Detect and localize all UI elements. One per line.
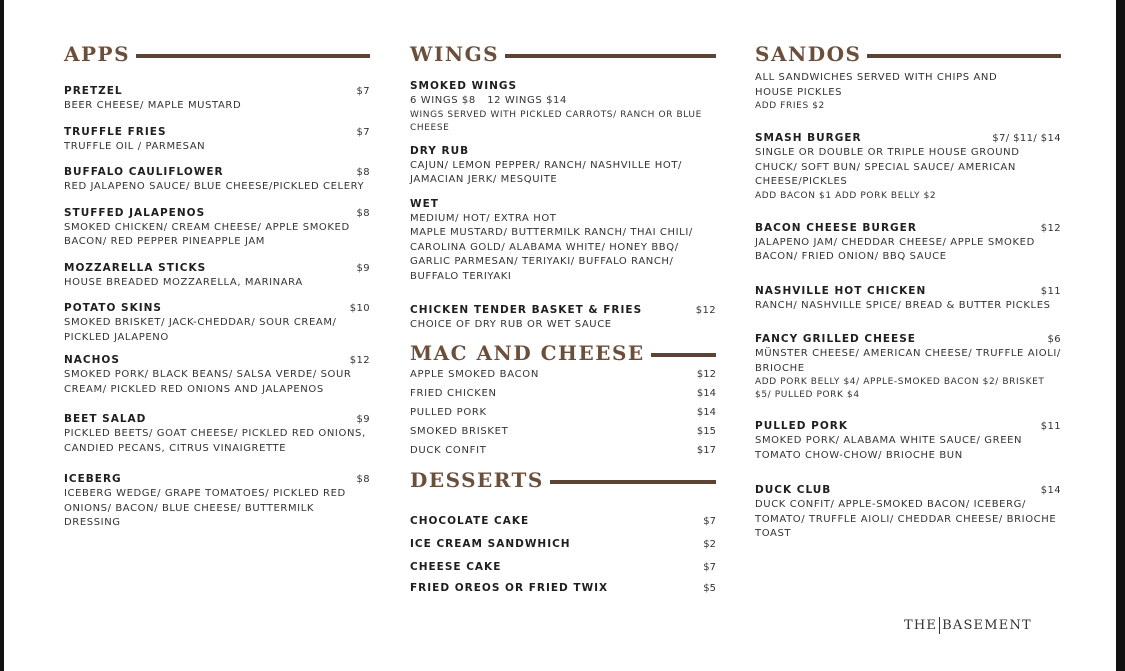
item-price: $11 [1040,421,1061,432]
mac-rule [651,353,716,357]
item-price: $17 [696,444,716,456]
list-item [410,441,716,460]
item-desc: CAJUN/ LEMON PEPPER/ RANCH/ NASHVILLE HOT/ JAMACIAN JERK/ MESQUITE [410,159,682,185]
wet-heat: MEDIUM/ HOT/ EXTRA HOT [410,212,557,224]
list-item [410,422,716,441]
item-price: $14 [1040,485,1061,496]
item-name: DUCK CONFIT [410,444,487,456]
sandos-addon: ADD FRIES $2 [755,101,825,111]
list-item [410,533,716,556]
item-name: TRUFFLE FRIES [64,125,167,138]
list-item [410,510,716,533]
item-name: MOZZARELLA STICKS [64,261,207,274]
item-desc: HOUSE BREADED MOZZARELLA, MARINARA [64,276,303,288]
item-price: $7 [356,126,370,138]
desserts-heading [410,468,716,492]
item-price: $12 [349,355,370,366]
chicken-tender-basket [410,303,716,333]
menu-item [64,301,370,345]
list-item [410,403,716,422]
menu-item [64,165,370,195]
item-name: CHEESE CAKE [410,560,502,573]
sandos-intro: ALL SANDWICHES SERVED WITH CHIPS AND HOUSE PICKLES [755,72,998,98]
item-desc: SMOKED CHICKEN/ CREAM CHEESE/ APPLE SMOKED BACON/ RED PEPPER PINEAPPLE JAM [64,221,350,247]
item-price: $7 [356,86,370,97]
item-price: $14 [696,406,716,418]
sandos-heading [755,42,1061,66]
item-name: WET [410,197,439,210]
item-price: $7 [703,561,716,573]
item-name: FRIED CHICKEN [410,387,497,399]
item-price: $7 [703,515,716,527]
item-name: BUFFALO CAULIFLOWER [64,166,224,178]
menu-item [64,206,370,250]
item-desc: DUCK CONFIT/ APPLE-SMOKED BACON/ ICEBERG/ TOMATO/ TRUFFLE AIOLI/ CHEDDAR CHEESE/ BRIOCHE TOAST [755,499,1057,539]
item-desc: SINGLE OR DOUBLE OR TRIPLE HOUSE GROUND CHUCK/ SOFT BUN/ SPECIAL SAUCE/ AMERICAN CHEESE/PICKLES [755,147,1020,187]
item-desc: TRUFFLE OIL / PARMESAN [64,140,206,152]
item-price: $12 [696,368,716,380]
sandos-column [755,42,1061,542]
item-price: $5 [703,582,716,594]
item-price: $8 [356,474,370,485]
item-price: $11 [1040,285,1061,297]
dry-rub [410,144,716,188]
desserts-list [410,510,716,598]
item-name: CHOCOLATE CAKE [410,514,530,527]
apps-rule [136,54,370,58]
item-desc: PICKLED BEETS/ GOAT CHEESE/ PICKLED RED ONIONS, CANDIED PECANS, CITRUS VINAIGRETTE [64,428,366,454]
item-desc: CHOICE OF DRY RUB OR WET SAUCE [410,319,612,330]
sandos-title: SANDOS [755,42,862,66]
item-name: SMOKED BRISKET [410,425,509,437]
wings-rule [505,54,716,58]
menu-item [755,131,1061,203]
menu-item [755,332,1061,402]
item-name: PRETZEL [64,85,123,97]
item-desc: ICEBERG WEDGE/ GRAPE TOMATOES/ PICKLED RED ONIONS/ BACON/ BLUE CHEESE/ BUTTERMILK DRESSING [64,488,346,528]
item-desc: SMOKED BRISKET/ JACK-CHEDDAR/ SOUR CREAM/ PICKLED JALAPENO [64,317,337,343]
sandos-rule [867,54,1061,58]
wing-note: WINGS SERVED WITH PICKLED CARROTS/ RANCH OR BLUE CHEESE [410,109,702,133]
the-basement-logo [904,617,1032,634]
logo-left-text: THE [904,618,938,633]
item-desc: MAPLE MUSTARD/ BUTTERMILK RANCH/ THAI CHILI/ CAROLINA GOLD/ ALABAMA WHITE/ HONEY BBQ/ GARLIC PARMESAN/ TERIYAKI/ BUFFALO RANCH/ BUFFALO TERIYAKI [410,227,693,282]
menu-item [755,284,1061,314]
item-addon: ADD BACON $1 ADD PORK BELLY $2 [755,190,937,201]
item-price: $8 [356,207,370,219]
menu-item [64,472,370,531]
desserts-title: DESSERTS [410,467,544,492]
item-name: BACON CHEESE BURGER [755,221,917,234]
list-item [410,365,716,384]
menu-item [755,483,1061,542]
right-edge [1116,0,1125,671]
left-edge [0,0,4,671]
item-name: FANCY GRILLED CHEESE [755,333,916,345]
item-name: PULLED PORK [410,406,487,418]
item-desc: SMOKED PORK/ ALABAMA WHITE SAUCE/ GREEN TOMATO CHOW-CHOW/ BRIOCHE BUN [755,435,1023,461]
item-desc: SMOKED PORK/ BLACK BEANS/ SALSA VERDE/ SOUR CREAM/ PICKLED RED ONIONS AND JALAPENOS [64,369,352,395]
item-price: $2 [703,538,716,550]
item-name: STUFFED JALAPENOS [64,206,206,219]
item-desc: BEER CHEESE/ MAPLE MUSTARD [64,100,242,111]
item-price: $14 [696,387,716,399]
item-name: NASHVILLE HOT CHICKEN [755,284,927,297]
item-price: $9 [356,414,370,425]
smoked-wings [410,79,716,135]
item-price: $7/ $11/ $14 [992,133,1061,144]
item-name: APPLE SMOKED BACON [410,368,540,380]
item-price: $9 [356,262,370,274]
menu-item [755,221,1061,265]
desserts-rule [550,480,716,484]
logo-right-text: BASEMENT [942,618,1032,633]
menu-item [64,125,370,155]
wings-title: WINGS [410,42,500,66]
item-name: DRY RUB [410,144,470,157]
item-name: SMASH BURGER [755,132,862,144]
apps-title: APPS [64,42,131,66]
item-name: FRIED OREOS OR FRIED TWIX [410,581,609,594]
menu-item [64,412,370,456]
item-name: BEET SALAD [64,413,147,425]
item-price: $6 [1047,334,1061,345]
wings-heading [410,42,716,66]
apps-heading [64,42,370,66]
item-price: $12 [695,305,716,316]
item-name: SMOKED WINGS [410,80,518,92]
item-name: POTATO SKINS [64,302,162,314]
wet-sauces [410,197,716,285]
logo-divider [939,617,940,634]
mac-list [410,365,716,460]
item-desc: RANCH/ NASHVILLE SPICE/ BREAD & BUTTER PICKLES [755,299,1051,311]
list-item [410,579,716,598]
item-name: ICE CREAM SANDWHICH [410,537,571,550]
item-price: $8 [356,167,370,178]
list-item [410,384,716,403]
menu-item [64,353,370,397]
list-item [410,556,716,579]
wing-sizes: 6 WINGS $8 12 WINGS $14 [410,95,567,106]
item-desc: RED JALAPENO SAUCE/ BLUE CHEESE/PICKLED CELERY [64,181,365,192]
wings-column [410,42,716,598]
mac-heading [410,341,716,365]
item-name: PULLED PORK [755,420,848,432]
item-desc: JALAPENO JAM/ CHEDDAR CHEESE/ APPLE SMOKED BACON/ FRIED ONION/ BBQ SAUCE [755,236,1035,262]
menu-item [64,261,370,291]
item-price: $12 [1040,222,1061,234]
item-price: $10 [349,303,370,314]
item-addon: ADD PORK BELLY $4/ APPLE-SMOKED BACON $2/ BRISKET $5/ PULLED PORK $4 [755,377,1045,400]
menu-item [755,419,1061,463]
item-name: ICEBERG [64,473,122,485]
item-name: CHICKEN TENDER BASKET & FRIES [410,304,643,316]
item-price: $15 [696,425,716,437]
item-desc: MÜNSTER CHEESE/ AMERICAN CHEESE/ TRUFFLE AIOLI/ BRIOCHE [755,348,1061,374]
menu-item [64,84,370,114]
item-name: DUCK CLUB [755,484,832,496]
item-name: NACHOS [64,354,120,366]
apps-column [64,42,370,531]
mac-title: MAC AND CHEESE [410,340,645,365]
